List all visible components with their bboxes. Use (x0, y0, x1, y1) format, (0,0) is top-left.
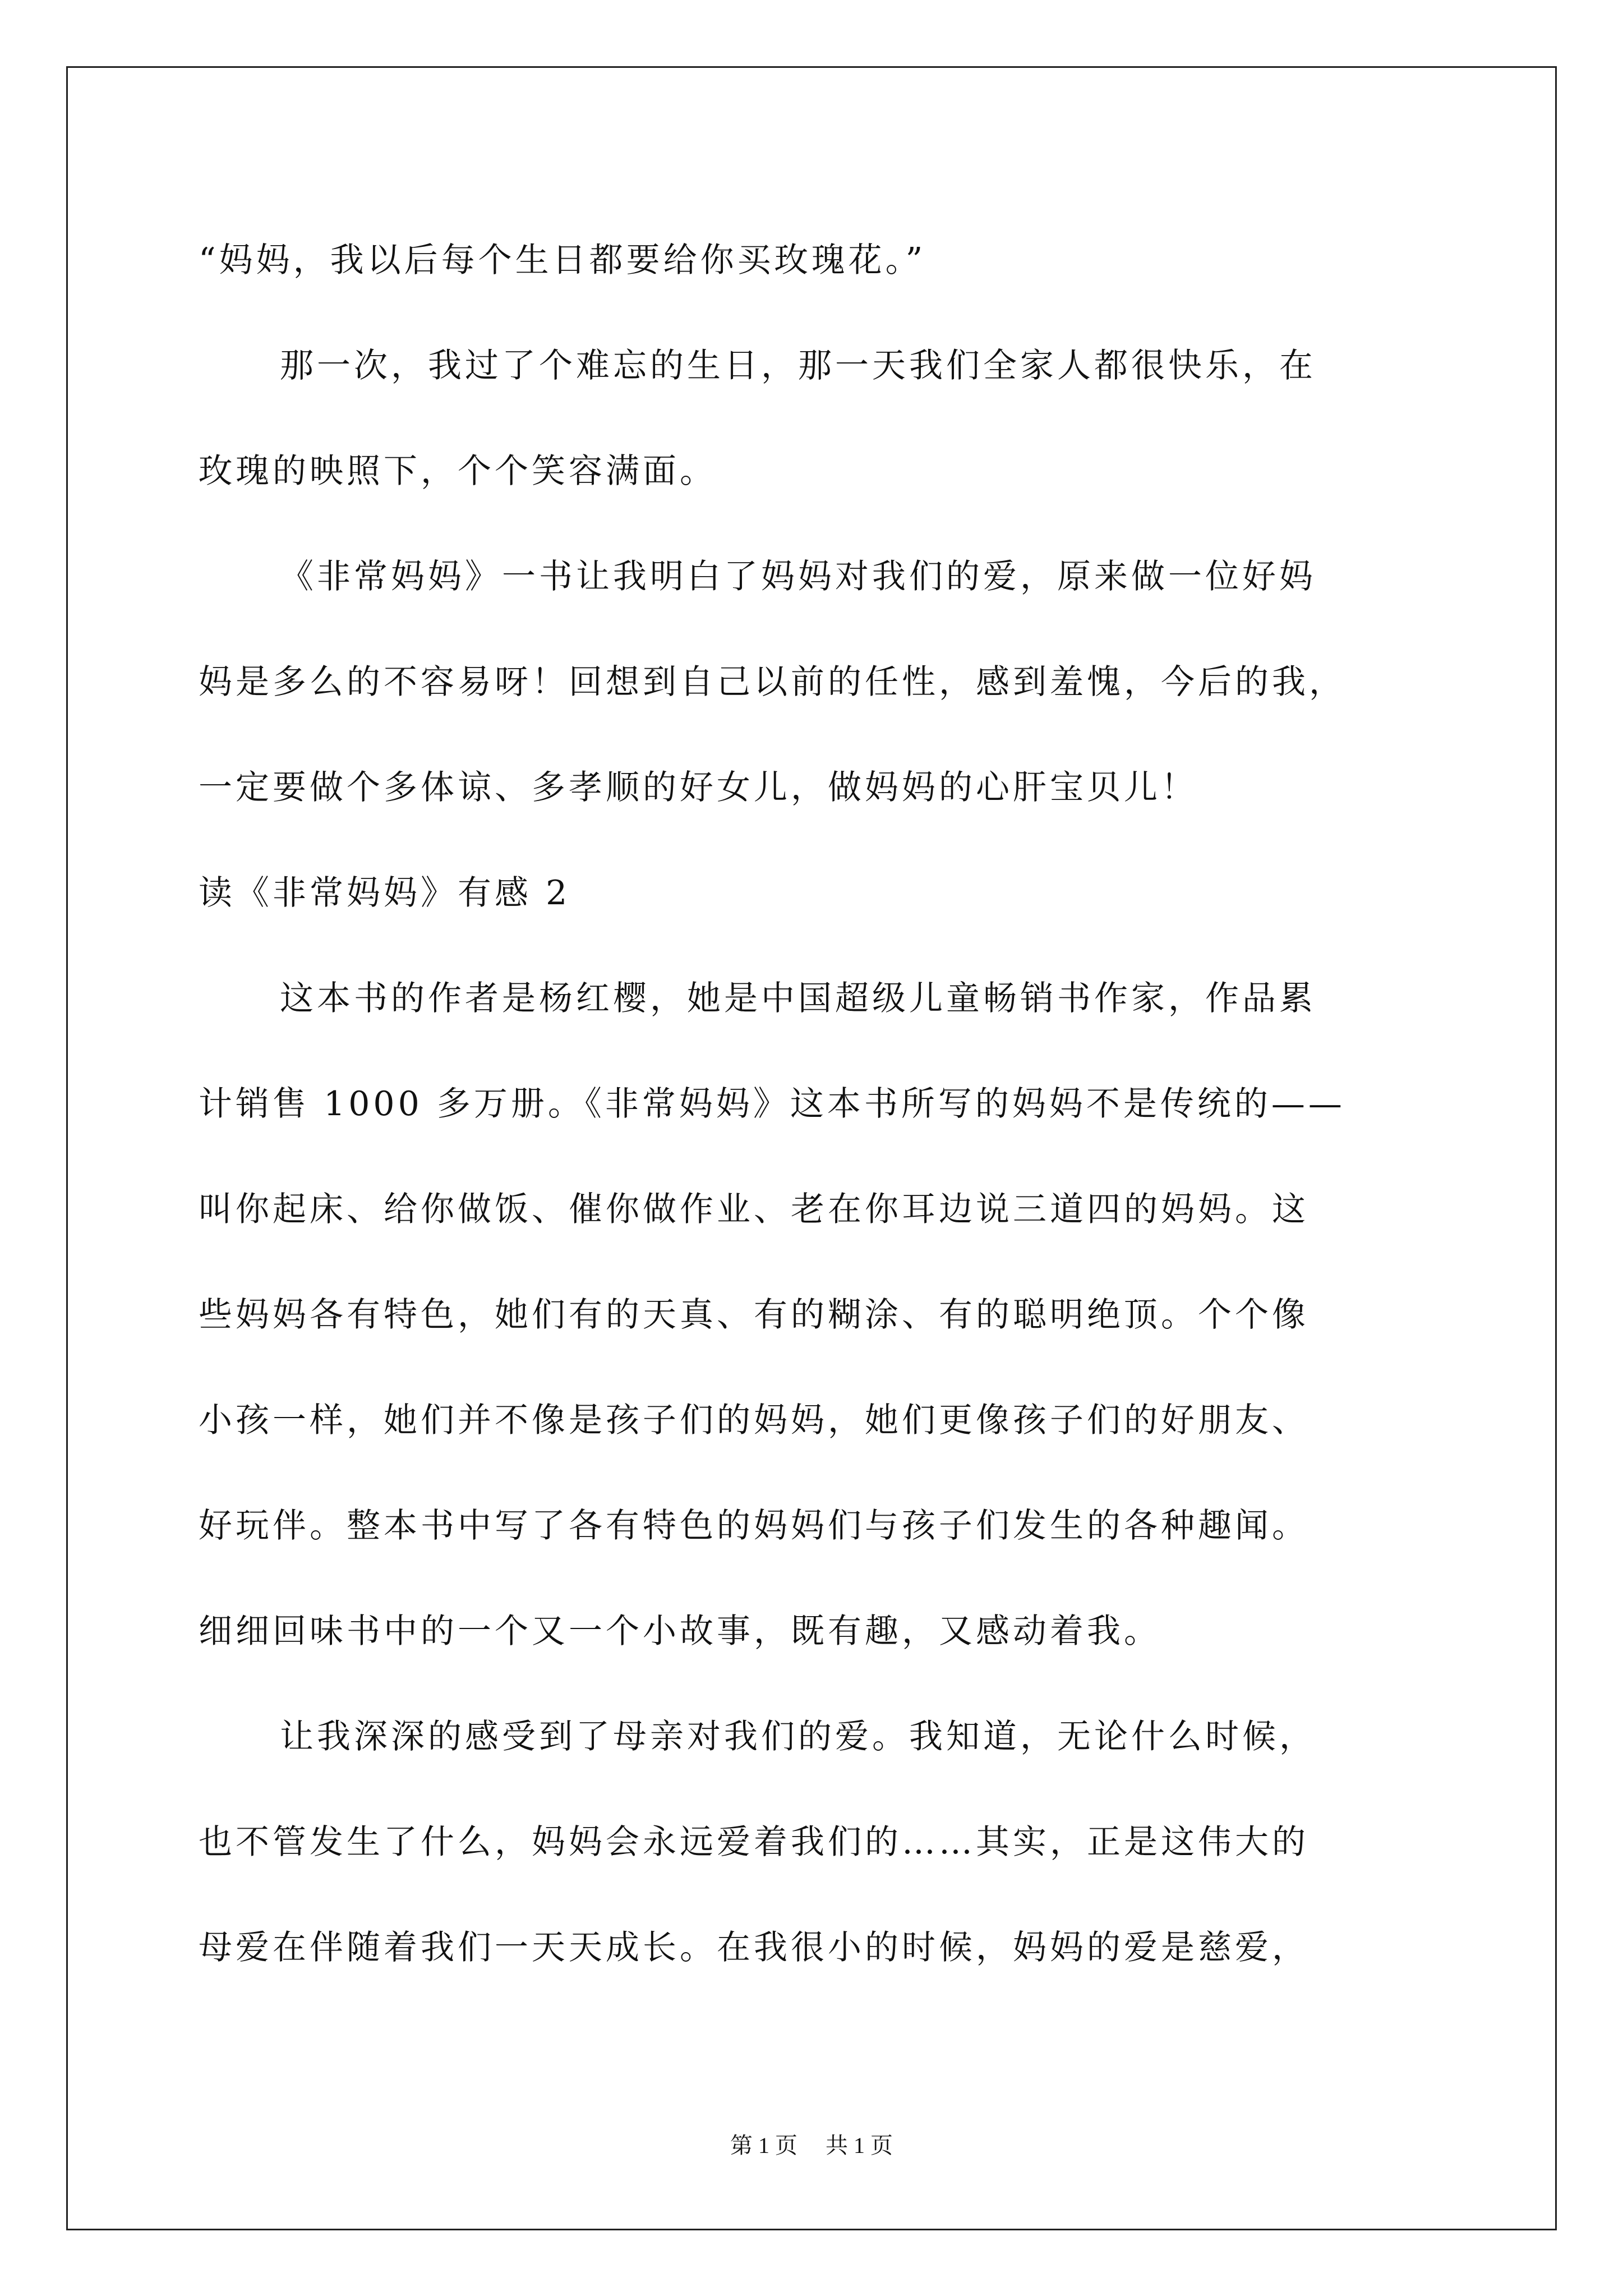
text-line: “妈妈，我以后每个生日都要给你买玫瑰花。” (199, 241, 926, 280)
text-line: 一定要做个多体谅、多孝顺的好女儿，做妈妈的心肝宝贝儿！ (199, 768, 1198, 807)
text-line: 那一次，我过了个难忘的生日，那一天我们全家人都很快乐，在 (280, 346, 1316, 385)
text-line: 这本书的作者是杨红樱，她是中国超级儿童畅销书作家，作品累 (280, 979, 1316, 1018)
text-line: 让我深深的感受到了母亲对我们的爱。我知道，无论什么时候， (280, 1717, 1316, 1756)
text-line: 叫你起床、给你做饭、催你做作业、老在你耳边说三道四的妈妈。这 (199, 1190, 1309, 1229)
page-total: 共 1 页 (826, 2133, 893, 2158)
page-footer (0, 2129, 1623, 2162)
text-line: 玫瑰的映照下，个个笑容满面。 (199, 452, 717, 491)
text-line: 细细回味书中的一个又一个小故事，既有趣，又感动着我。 (199, 1612, 1161, 1651)
text-line: 也不管发生了什么，妈妈会永远爱着我们的……其实，正是这伟大的 (199, 1823, 1309, 1862)
text-line: 妈是多么的不容易呀！回想到自己以前的任性，感到羞愧，今后的我， (199, 662, 1346, 702)
text-line: 《非常妈妈》一书让我明白了妈妈对我们的爱，原来做一位好妈 (280, 557, 1316, 596)
document-body (199, 208, 1432, 2000)
text-line: 些妈妈各有特色，她们有的天真、有的糊涂、有的聪明绝顶。个个像 (199, 1295, 1309, 1335)
text-line: 好玩伴。整本书中写了各有特色的妈妈们与孩子们发生的各种趣闻。 (199, 1506, 1309, 1545)
section-heading: 读《非常妈妈》有感 2 (199, 873, 571, 913)
page-number: 第 1 页 (730, 2133, 797, 2158)
text-line: 母爱在伴随着我们一天天成长。在我很小的时候，妈妈的爱是慈爱， (199, 1928, 1309, 1967)
text-line: 计销售 1000 多万册。《非常妈妈》这本书所写的妈妈不是传统的—— (199, 1084, 1345, 1124)
text-line: 小孩一样，她们并不像是孩子们的妈妈，她们更像孩子们的好朋友、 (199, 1401, 1309, 1440)
